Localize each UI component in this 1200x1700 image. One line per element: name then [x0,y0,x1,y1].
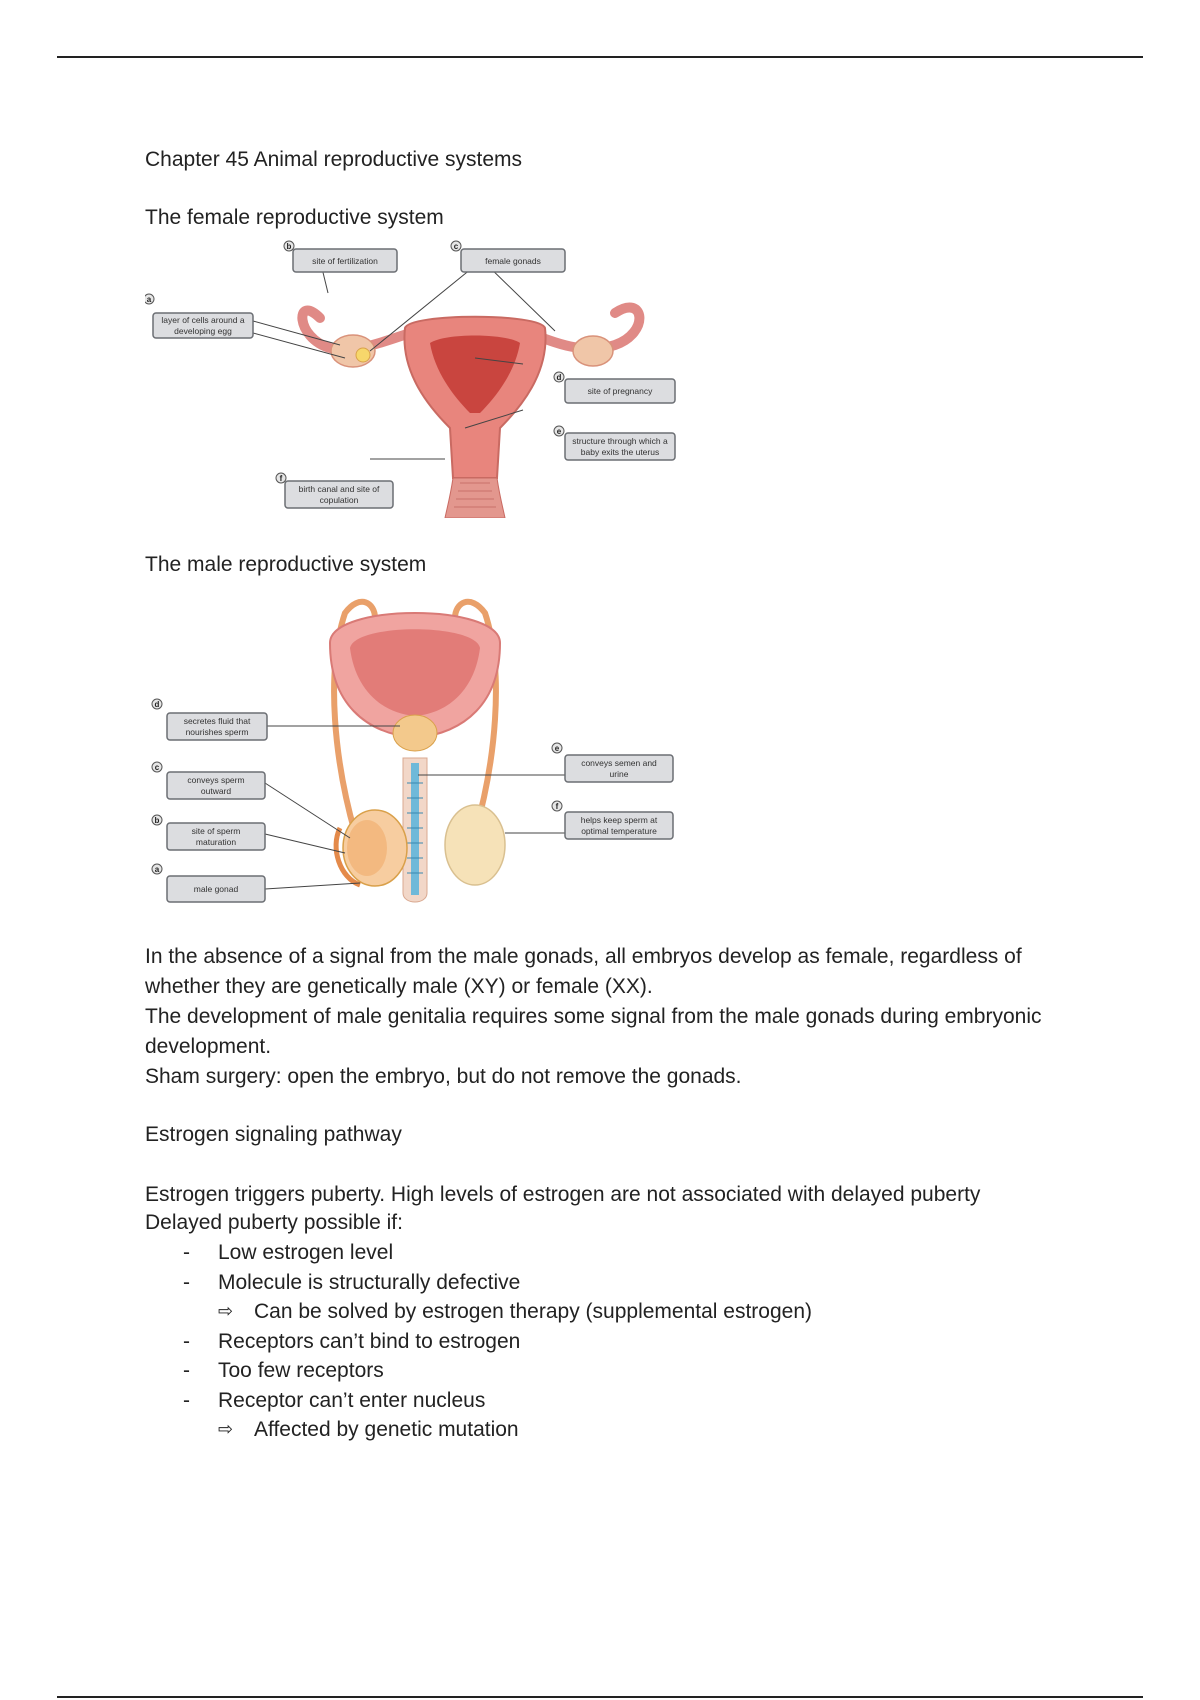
male-label-e-line2: urine [609,769,629,779]
paragraph-male-genitalia: The development of male genitalia requires some signal from the male gonads during embryonic development. [145,1005,1042,1058]
male-label-f-line1: helps keep sperm at [580,815,658,825]
female-label-c-letter: c [453,242,459,251]
male-label-d-letter: d [154,700,160,709]
male-label-e-line1: conveys semen and [581,758,657,768]
female-label-f-letter: f [279,474,283,483]
female-label-b-line1: site of fertilization [312,256,378,266]
male-label-b-line2: maturation [195,837,237,847]
male-label-f-line2: optimal temperature [581,826,657,836]
list-item: - Too few receptors [183,1359,384,1382]
delayed-puberty-list [145,1238,812,1445]
female-label-f-line1: birth canal and site of [298,484,380,494]
male-heading: The male reproductive system [145,553,427,576]
chapter-title: Chapter 45 Animal reproductive systems [145,148,523,171]
sub-list-item: ⇨ Affected by genetic mutation [145,1415,812,1445]
estrogen-heading: Estrogen signaling pathway [145,1123,402,1146]
male-label-b-line1: site of sperm [191,826,241,836]
footer-rule [57,1696,1143,1698]
female-label-f-line2: copulation [319,495,359,505]
female-label-e-line1: structure through which a [572,436,668,446]
male-label-b-letter: b [154,816,160,825]
list-item: - Low estrogen level [183,1241,394,1264]
header-rule [57,56,1143,58]
male-label-a-line1: male gonad [193,884,239,894]
estrogen-line-1: Estrogen triggers puberty. High levels of estrogen are not associated with delayed puberty [145,1183,981,1206]
male-label-c-line2: outward [200,786,232,796]
list-item: - Receptors can’t bind to estrogen [183,1329,521,1353]
female-label-a-line2: developing egg [174,326,232,336]
female-reproductive-diagram [145,233,685,518]
male-label-e-letter: e [554,744,560,753]
sub-list-item: ⇨ Can be solved by estrogen therapy (supplemental estrogen) [145,1297,812,1327]
estrogen-line-2: Delayed puberty possible if: [145,1211,403,1234]
arrow-icon: ⇨ [218,1301,234,1321]
female-label-d-letter: d [556,373,562,382]
arrow-icon: ⇨ [218,1419,234,1439]
female-label-a-line1: layer of cells around a [161,315,245,325]
male-label-c-letter: c [154,763,160,772]
list-item: - Molecule is structurally defective [183,1270,521,1294]
list-item: - Receptor can’t enter nucleus [183,1388,486,1412]
female-label-e-line2: baby exits the uterus [580,447,660,457]
male-label-d-line2: nourishes sperm [185,727,249,737]
female-label-c-line1: female gonads [485,256,541,266]
female-heading: The female reproductive system [145,206,444,229]
male-label-c-line1: conveys sperm [187,775,245,785]
male-label-d-line1: secretes fluid that [183,716,251,726]
female-label-e-letter: e [556,427,562,436]
paragraph-absence-signal: In the absence of a signal from the male gonads, all embryos develop as female, regardless of whether they are genetically male (XY) or female (XX). [145,945,1022,998]
male-label-f-letter: f [555,802,559,811]
female-label-b-letter: b [286,242,292,251]
female-label-d-line1: site of pregnancy [587,386,653,396]
male-label-a-letter: a [154,865,160,874]
male-reproductive-diagram [145,583,685,913]
body-paragraphs [145,942,1065,1092]
female-label-a-letter: a [146,295,152,304]
paragraph-sham-surgery: Sham surgery: open the embryo, but do not remove the gonads. [145,1065,742,1088]
